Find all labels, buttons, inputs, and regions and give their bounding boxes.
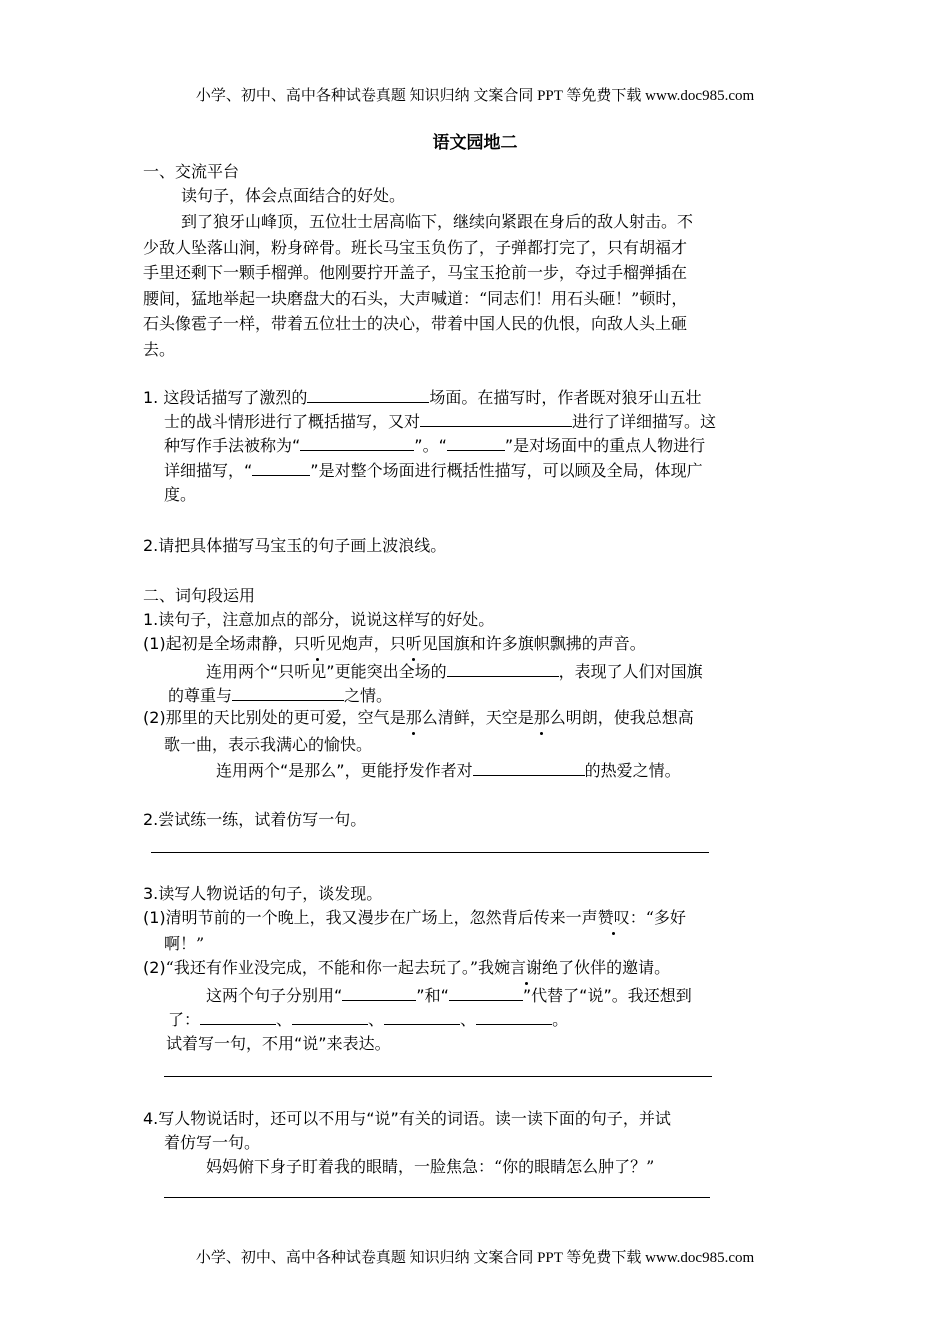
terminator: 。: [552, 1010, 569, 1029]
answer-blank[interactable]: [307, 385, 429, 403]
s1-q1-line5: 度。: [164, 485, 197, 504]
q-text: 连用两个“只听见”更能突出全场的: [206, 662, 447, 681]
q-text: ”是对整个场面进行概括性描写，可以顾及全局，体现广: [310, 461, 703, 480]
q-text: 之情。: [344, 686, 393, 705]
example-text: ：“多好: [629, 908, 686, 927]
s1-q1-line1: [143, 385, 701, 410]
q-text: 的热爱之情。: [584, 761, 681, 780]
dotted-phrase: 只听见: [294, 632, 342, 656]
s1-q1-line3: [164, 433, 705, 458]
page-footer: 小学、初中、高中各种试卷真题 知识归纳 文案合同 PPT 等免费下载 www.doc985.com: [195, 1250, 755, 1266]
answer-line[interactable]: [164, 1076, 712, 1077]
dotted-phrase: 是那么: [518, 706, 566, 730]
q-text: ”代替了“说”。我还想到: [522, 986, 692, 1005]
item-label: (2): [143, 708, 166, 727]
item-label: (1): [143, 634, 166, 653]
s2-q1-example-2b: 歌一曲，表示我满心的愉快。: [164, 735, 373, 754]
s2-q4-example: 妈妈俯下身子盯着我的眼睛，一脸焦急：“你的眼睛怎么肿了？”: [206, 1157, 655, 1176]
q-text: 了：: [168, 1010, 201, 1029]
q-text: 场面。在描写时，作者既对狼牙山五壮: [429, 388, 702, 407]
example-text: “我还有作业没完成，不能和你一起去玩了。”我: [165, 958, 495, 977]
dotted-phrase: 是那么: [390, 706, 438, 730]
answer-blank[interactable]: [473, 758, 585, 776]
answer-blank[interactable]: [384, 1007, 460, 1025]
dotted-phrase: 婉言谢绝: [494, 956, 558, 980]
s2-q3-line2: [168, 1007, 568, 1032]
answer-blank[interactable]: [300, 433, 414, 451]
s2-q3-example-1b: 啊！”: [164, 934, 205, 953]
passage-line: 手里还剩下一颗手榴弹。他刚要拧开盖子，马宝玉抢前一步，夺过手榴弹插在: [143, 263, 688, 282]
s2-q1-example-2: [143, 706, 694, 730]
q-text: 进行了详细描写。这: [572, 412, 717, 431]
dotted-phrase: 只听见: [390, 632, 438, 656]
item-label: (1): [143, 908, 166, 927]
example-text: 那里的天比别处的更可爱，空气: [165, 708, 390, 727]
s2-q4-line1: 4.写人物说话时，还可以不用与“说”有关的词语。读一读下面的句子，并试: [143, 1109, 671, 1128]
q-text: ”和“: [416, 986, 449, 1005]
answer-blank[interactable]: [232, 683, 344, 701]
example-text: 清鲜，天空: [437, 708, 518, 727]
q-text: ，表现了人们对国旗: [558, 662, 703, 681]
s2-q1-commentary-2: [216, 758, 681, 783]
passage-line: 腰间，猛地举起一块磨盘大的石头，大声喊道：“同志们！用石头砸！”顿时，: [143, 289, 688, 308]
passage-line: 到了狼牙山峰顶，五位壮士居高临下，继续向紧跟在身后的敌人射击。不: [181, 212, 694, 231]
answer-blank[interactable]: [252, 458, 310, 476]
s1-q2: 2.请把具体描写马宝玉的句子画上波浪线。: [143, 536, 447, 555]
answer-blank[interactable]: [476, 1007, 552, 1025]
s2-q3-line1: [206, 983, 692, 1008]
s2-q3-stem: 3.读写人物说话的句子，谈发现。: [143, 884, 383, 903]
answer-blank[interactable]: [449, 983, 523, 1001]
answer-blank[interactable]: [342, 983, 416, 1001]
answer-line[interactable]: [151, 852, 709, 853]
separator: 、: [368, 1010, 385, 1029]
section-2-heading: 二、词句段运用: [143, 586, 256, 605]
answer-blank[interactable]: [292, 1007, 368, 1025]
q-text: 的尊重与: [168, 686, 233, 705]
example-text: 炮声，: [341, 634, 390, 653]
q-text: ”。“: [414, 436, 447, 455]
example-text: 起初是全场肃静，: [165, 634, 294, 653]
example-text: 清明节前的一个晚上，我又漫步在广场上，忽然背后传来一声: [165, 908, 598, 927]
s2-q3-line3: 试着写一句，不用“说”来表达。: [166, 1034, 391, 1053]
q-text: 1. 这段话描写了激烈的: [143, 388, 308, 407]
dotted-phrase: 赞叹: [598, 906, 630, 930]
s2-q1-commentary-1b: [168, 683, 392, 708]
section-1-heading: 一、交流平台: [143, 162, 240, 181]
s1-instruction: 读句子，体会点面结合的好处。: [181, 186, 406, 205]
s2-q1-example-1: [143, 632, 646, 656]
q-text: 种写作手法被称为“: [164, 436, 301, 455]
item-label: (2): [143, 958, 166, 977]
q-text: 连用两个“是那么”，更能抒发作者对: [216, 761, 473, 780]
q-text: 详细描写，“: [164, 461, 253, 480]
s1-q1-line4: [164, 458, 703, 483]
page-title: 语文园地二: [432, 133, 518, 153]
example-text: 明朗，使我总想高: [565, 708, 694, 727]
example-text: 了伙伴的邀请。: [558, 958, 671, 977]
answer-blank[interactable]: [447, 659, 559, 677]
s1-q1-line2: [164, 409, 716, 434]
passage-line: 少敌人坠落山涧，粉身碎骨。班长马宝玉负伤了，子弹都打完了，只有胡福才: [143, 238, 688, 257]
s2-q2: 2.尝试练一练，试着仿写一句。: [143, 810, 367, 829]
s2-q1-stem: 1.读句子，注意加点的部分，说说这样写的好处。: [143, 610, 495, 629]
q-text: 这两个句子分别用“: [206, 986, 343, 1005]
separator: 、: [276, 1010, 293, 1029]
s2-q3-example-2: [143, 956, 670, 980]
q-text: ”是对场面中的重点人物进行: [504, 436, 706, 455]
answer-blank[interactable]: [447, 433, 505, 451]
s2-q4-line2: 着仿写一句。: [164, 1133, 261, 1152]
passage-line: 石头像雹子一样，带着五位壮士的决心，带着中国人民的仇恨，向敌人头上砸: [143, 314, 688, 333]
separator: 、: [460, 1010, 477, 1029]
passage-line: 去。: [143, 340, 176, 359]
example-text: 国旗和许多旗帜飘拂的声音。: [437, 634, 646, 653]
answer-line[interactable]: [164, 1197, 710, 1198]
q-text: 士的战斗情形进行了概括描写，又对: [164, 412, 421, 431]
s2-q3-example-1: [143, 906, 686, 930]
s2-q1-commentary-1: [206, 659, 703, 684]
answer-blank[interactable]: [420, 409, 572, 427]
answer-blank[interactable]: [200, 1007, 276, 1025]
page-header: 小学、初中、高中各种试卷真题 知识归纳 文案合同 PPT 等免费下载 www.doc985.com: [195, 88, 755, 104]
